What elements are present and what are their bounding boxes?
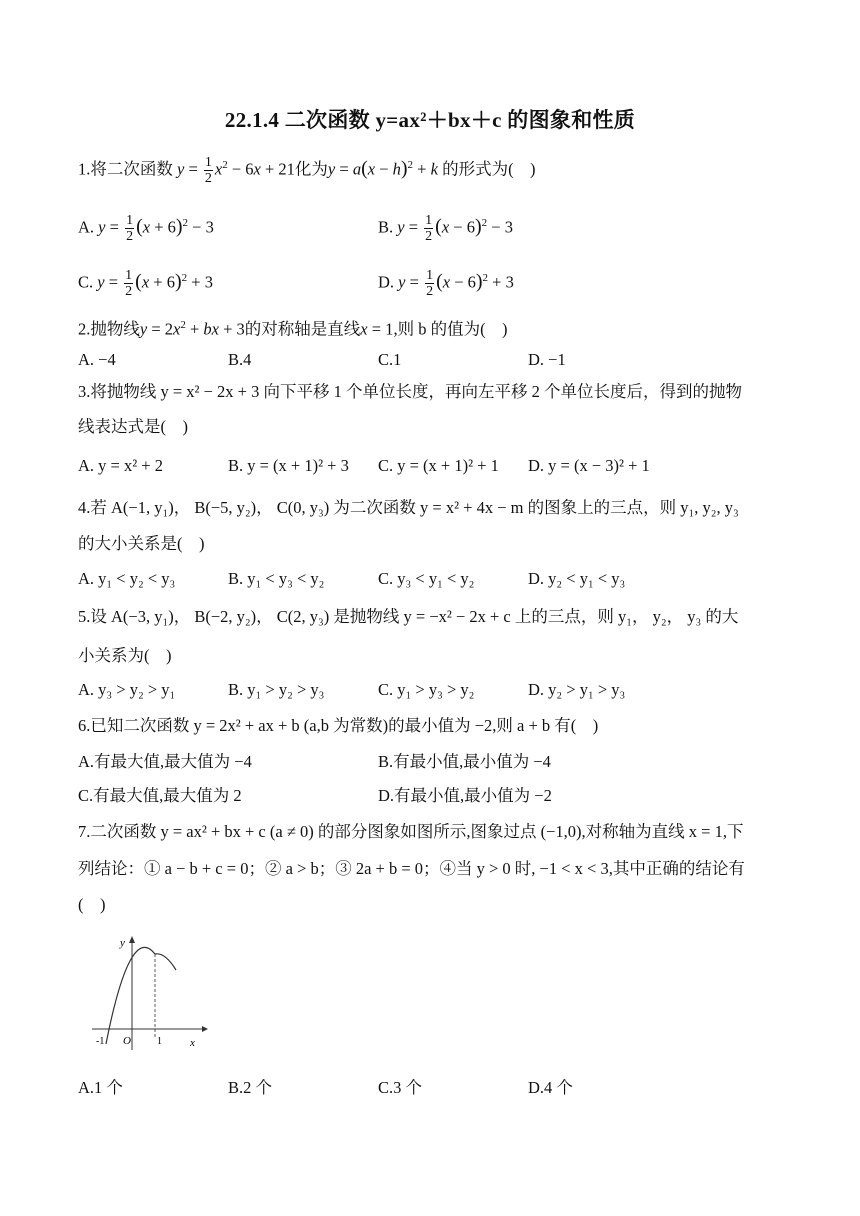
graph-x-label: x: [190, 1037, 195, 1049]
q3-stem-line2: 线表达式是( ): [78, 417, 188, 436]
q2-stem: 2.抛物线$y = 2x^2$ + bx + 3的对称轴是直线x = 1,则 b 的值为( ): [78, 319, 508, 339]
q6-option-a[interactable]: A.有最大值,最大值为 −4: [78, 752, 252, 771]
y-axis-arrow-icon: [129, 936, 135, 943]
q1-option-c[interactable]: C. y = $\frac{1}{2}$ $(x + 6)^2 + 3$: [78, 268, 213, 300]
x-axis-arrow-icon: [202, 1026, 208, 1032]
q6-option-b[interactable]: B.有最小值,最小值为 −4: [378, 752, 551, 771]
q7-stem-line3: ( ): [78, 895, 106, 914]
q5-stem-line2: 小关系为( ): [78, 646, 172, 665]
q1-option-d[interactable]: D. y = $\frac{1}{2}$ $(x - 6)^2 + 3$: [378, 268, 514, 300]
parabola-curve: [106, 947, 176, 1044]
q3-option-a[interactable]: A. y = x² + 2: [78, 456, 163, 475]
q3-option-b[interactable]: B. y = (x + 1)² + 3: [228, 456, 349, 475]
q2-option-c[interactable]: C.1: [378, 350, 402, 369]
q1-stem: 1.将二次函数 y = $\frac{1}{2}$ $x^2 - 6x + 21$化为$y = a(x - h)^2 + k$ 的形式为( ): [78, 155, 536, 187]
page-title: 22.1.4 二次函数 y=ax²＋bx＋c 的图象和性质: [224, 108, 636, 132]
q7-parabola-graph: [90, 932, 210, 1052]
q6-option-c[interactable]: C.有最大值,最大值为 2: [78, 786, 242, 805]
q4-option-d[interactable]: D. y₂ < y₁ < y₃: [528, 569, 626, 588]
q7-option-d[interactable]: D.4 个: [528, 1078, 573, 1097]
q7-option-a[interactable]: A.1 个: [78, 1078, 123, 1097]
graph-tick-1: 1: [157, 1036, 162, 1047]
q5-option-c[interactable]: C. y₁ > y₃ > y₂: [378, 680, 475, 699]
q5-stem-line1: 5.设 A(−3, y₁)， B(−2, y₂)， C(2, y₃) 是抛物线 y = −x² − 2x + c 上的三点，则 y₁， y₂， y₃ 的大: [78, 607, 739, 626]
q4-stem-line2: 的大小关系是( ): [78, 534, 205, 553]
q6-stem: 6.已知二次函数 y = 2x² + ax + b (a,b 为常数)的最小值为 −2,则 a + b 有( ): [78, 716, 599, 735]
q5-option-d[interactable]: D. y₂ > y₁ > y₃: [528, 680, 626, 699]
q2-option-d[interactable]: D. −1: [528, 350, 566, 369]
q2-option-a[interactable]: A. −4: [78, 350, 116, 369]
q4-stem-line1: 4.若 A(−1, y₁)， B(−5, y₂)， C(0, y₃) 为二次函数 y = x² + 4x − m 的图象上的三点，则 y₁, y₂, y₃: [78, 498, 739, 517]
q7-stem-line1: 7.二次函数 y = ax² + bx + c (a ≠ 0) 的部分图象如图所示,图象过点 (−1,0),对称轴为直线 x = 1,下: [78, 822, 744, 841]
q7-stem-line2: 列结论：① a − b + c = 0；② a > b；③ 2a + b = 0；④当 y > 0 时, −1 < x < 3,其中正确的结论有: [78, 859, 745, 878]
q4-option-b[interactable]: B. y₁ < y₃ < y₂: [228, 569, 325, 588]
q3-stem-line1: 3.将抛物线 y = x² − 2x + 3 向下平移 1 个单位长度，再向左平移 2 个单位长度后，得到的抛物: [78, 382, 742, 401]
q3-option-c[interactable]: C. y = (x + 1)² + 1: [378, 456, 499, 475]
graph-origin-label: O: [123, 1035, 131, 1047]
graph-tick-neg1: -1: [96, 1036, 105, 1047]
q7-option-c[interactable]: C.3 个: [378, 1078, 423, 1097]
q1-stem-post: 的形式为( ): [442, 159, 536, 179]
q7-option-b[interactable]: B.2 个: [228, 1078, 273, 1097]
q5-option-b[interactable]: B. y₁ > y₂ > y₃: [228, 680, 325, 699]
q1-stem-mid: 化为: [294, 159, 328, 179]
q5-option-a[interactable]: A. y₃ > y₂ > y₁: [78, 680, 176, 699]
q4-option-c[interactable]: C. y₃ < y₁ < y₂: [378, 569, 475, 588]
q1-option-a[interactable]: A. y = $\frac{1}{2}$ $(x + 6)^2 - 3$: [78, 213, 214, 245]
q3-option-d[interactable]: D. y = (x − 3)² + 1: [528, 456, 650, 475]
q6-option-d[interactable]: D.有最小值,最小值为 −2: [378, 786, 552, 805]
q4-option-a[interactable]: A. y₁ < y₂ < y₃: [78, 569, 176, 588]
q1-stem-pre: 1.将二次函数: [78, 159, 173, 179]
q2-option-b[interactable]: B.4: [228, 350, 252, 369]
q1-option-b[interactable]: B. y = $\frac{1}{2}$ $(x - 6)^2 - 3$: [378, 213, 513, 245]
graph-y-label: y: [120, 937, 125, 949]
